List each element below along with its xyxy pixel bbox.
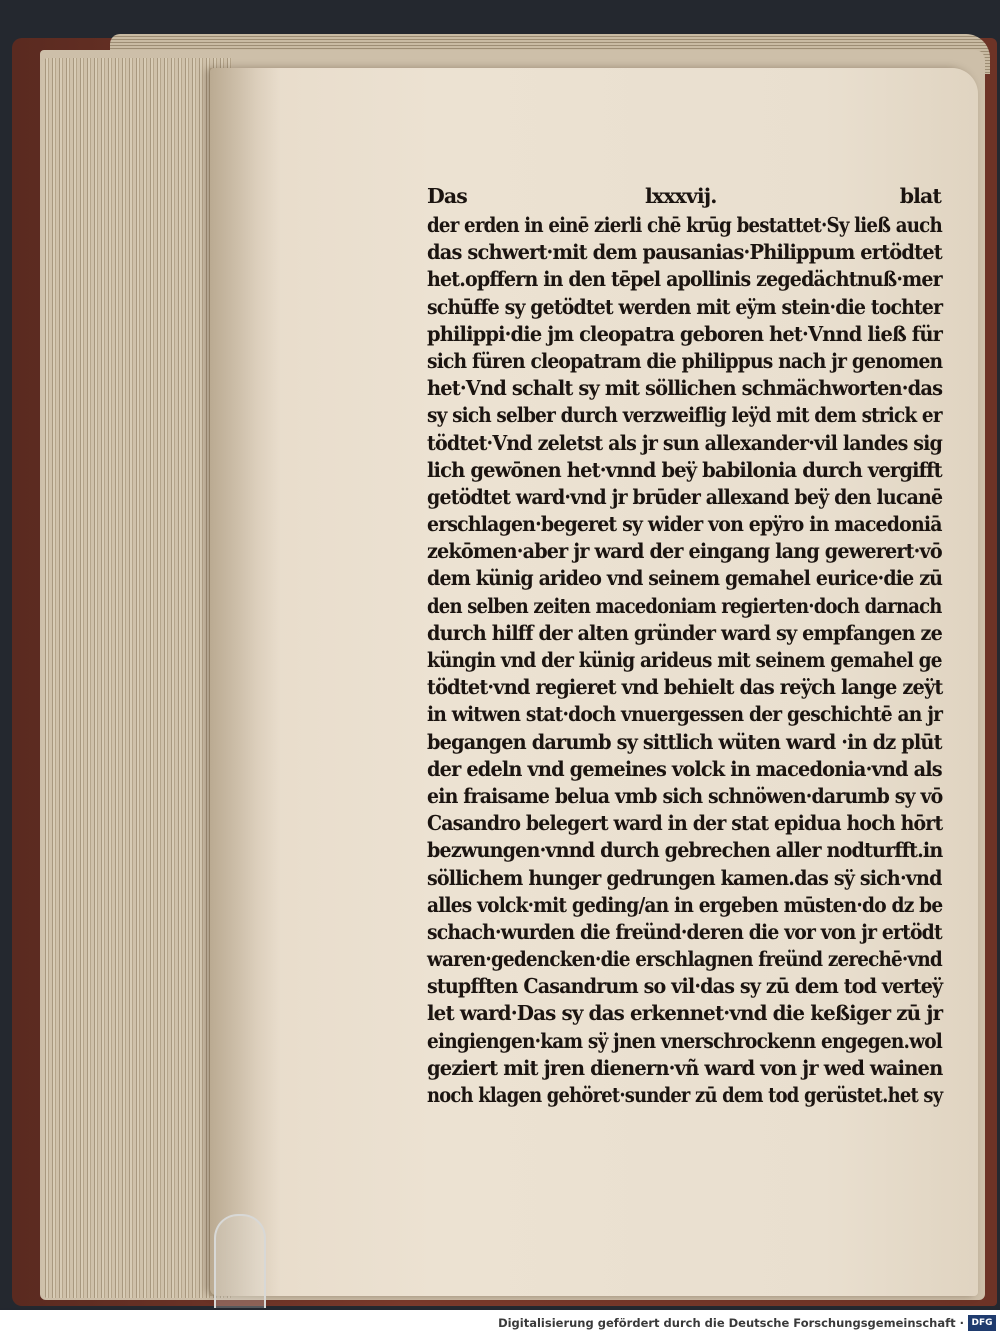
text-line: in witwen stat·doch vnuergessen der geschichtē an jr [427,702,943,727]
text-line: eingiengen·kam sÿ jnen vnerschrockenn engegen.wol [427,1028,943,1053]
text-line: let ward·Das sy das erkennet·vnd die keßiger zū jr [427,1001,943,1026]
page-text-block [427,180,947,1109]
text-line: philippi·die jm cleopatra geboren het·Vnnd ließ für [427,321,942,346]
text-lines [427,212,947,1109]
text-line: stupfften Casandrum so vil·das sy zū dem tod verteÿ [427,974,943,999]
text-line: ein fraisame belua vmb sich schnöwen·darumb sy vō [427,783,943,808]
folio-number: lxxxvij. [645,184,717,208]
text-line: begangen darumb sy sittlich wüten ward ·in dz plūt [427,729,942,754]
text-line: getödtet ward·vnd jr brūder allexand beÿ den lucanē [427,484,943,509]
page-gutter-shadow [210,68,280,1296]
text-line: erschlagen·begeret sy wider von epÿro in macedoniā [427,512,942,537]
text-line: söllichem hunger gedrungen kamen.das sÿ sich·vnd [427,865,942,890]
running-header [427,180,947,212]
text-line: noch klagen gehöret·sunder zū dem tod gerüstet.het sy [427,1083,943,1107]
text-line: der edeln vnd gemeines volck in macedonia·vnd als [427,756,942,781]
text-line: schach·wurden die freünd·deren die vor von jr ertödt [427,919,942,944]
text-line: tödtet·Vnd zeletst als jr sun allexander·vil landes sig [427,430,943,455]
text-line: bezwungen·vnnd durch gebrechen aller nodturfft.in [427,838,943,863]
text-line: durch hilff der alten gründer ward sy empfangen ze [427,620,942,645]
footer-bar [0,1310,1000,1337]
text-line: het.opffern in den tēpel apollinis zegedächtnuß·mer [427,267,942,292]
text-line: dem künig arideo vnd seinem gemahel eurice·die zū [427,566,943,591]
header-right: blat [899,184,941,208]
text-line: lich gewōnen het·vnnd beÿ babilonia durch vergifft [427,457,942,482]
text-line: geziert mit jren dienern·vñ ward von jr wed wainen [427,1055,943,1080]
text-line: tödtet·vnd regieret vnd behielt das reÿch lange zeÿt [427,675,943,700]
text-line: sich füren cleopatram die philippus nach jr genomen [427,348,943,373]
header-left: Das [427,184,467,208]
text-line: küngin vnd der künig arideus mit seinem gemahel ge [427,648,942,672]
text-line: Casandro belegert ward in der stat epidua hoch hōrt [427,811,943,836]
text-line: waren·gedencken·die erschlagnen freünd zerechē·vnd [427,947,942,972]
text-line: der erden in einē zierli chē krūg bestattet·Sy ließ auch [427,213,942,237]
text-line: sy sich selber durch verzweiflig leÿd mit dem strick er [427,403,942,428]
text-line: schūffe sy getödtet werden mit eÿm stein·die tochter [427,294,943,319]
page-edges-left [42,58,232,1298]
dfg-logo-icon: DFG [968,1315,996,1331]
text-line: den selben zeiten macedoniam regierten·doch darnach [427,593,942,618]
text-line: het·Vnd schalt sy mit söllichen schmächworten·das [427,376,943,401]
page-clip-icon [214,1214,266,1308]
text-line: das schwert·mit dem pausanias·Philippum ertödtet [427,240,942,265]
funding-credit: Digitalisierung gefördert durch die Deutsche Forschungsgemeinschaft · [498,1316,964,1330]
text-line: alles volck·mit geding/an in ergeben mūsten·do dz be [427,892,943,917]
text-line: zekōmen·aber jr ward der eingang lang gewerert·vō [427,539,942,564]
